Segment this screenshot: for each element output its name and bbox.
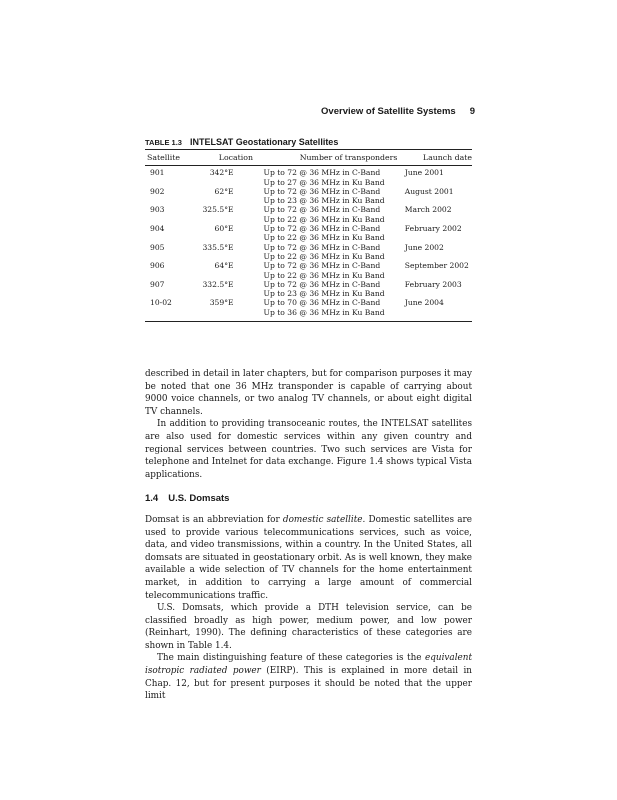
table-row	[145, 224, 472, 243]
page-number: 9	[469, 106, 475, 117]
table-row	[145, 187, 472, 206]
cell-satellite: 907	[150, 279, 165, 289]
cell-launch-date: June 2001	[404, 168, 444, 178]
cell-launch-date: February 2003	[404, 279, 462, 289]
cell-transponders	[260, 280, 403, 299]
transponder-ku-band: Up to 22 @ 36 MHz in Ku Band	[263, 214, 385, 224]
paragraph: described in detail in later chapters, but for comparison purposes it may be noted that one 36 MHz transponder is capable of carrying about 9000 voice channels, or two analog TV channels, or about eight digital TV channels.	[145, 369, 472, 417]
transponder-ku-band: Up to 23 @ 36 MHz in Ku Band	[263, 289, 385, 299]
body-text	[145, 368, 472, 703]
cell-launch-date: February 2002	[404, 224, 462, 234]
cell-launch-date: June 2002	[404, 242, 444, 252]
table-row	[145, 243, 472, 262]
paragraph: U.S. Domsats, which provide a DTH television service, can be classified broadly as high power, medium power, and low power (Reinhart, 1990). The defining characteristics of these categories are shown in Table 1.4.	[145, 603, 472, 651]
cell-satellite: 903	[150, 205, 165, 215]
transponder-ku-band: Up to 23 @ 36 MHz in Ku Band	[263, 196, 385, 206]
transponder-c-band: Up to 72 @ 36 MHz in C-Band	[263, 205, 381, 215]
cell-satellite: 901	[150, 168, 165, 178]
cell-location: 332.5°E	[202, 279, 234, 289]
cell-location: 62°E	[214, 186, 234, 196]
cell-launch-date: June 2004	[404, 298, 444, 308]
paragraph: In addition to providing transoceanic routes, the INTELSAT satellites are also used for domestic services within any given country and regional services between countries. Two such services are Vista for telephone and Intelnet for data exchange. Figure 1.4 shows typical Vista applications.	[145, 419, 472, 480]
cell-location: 325.5°E	[202, 205, 234, 215]
table-number: TABLE 1.3	[145, 138, 182, 147]
transponder-c-band: Up to 72 @ 36 MHz in C-Band	[263, 279, 381, 289]
table-bottom-rule	[145, 321, 472, 322]
table-title: INTELSAT Geostationary Satellites	[189, 137, 339, 147]
cell-satellite: 902	[150, 186, 165, 196]
cell-launch-date: March 2002	[404, 205, 452, 215]
table-body	[145, 166, 472, 321]
transponder-ku-band: Up to 22 @ 36 MHz in Ku Band	[263, 270, 385, 280]
emphasized-term: equivalent isotropic radiated power	[145, 653, 472, 677]
paragraph-text: Domsat is an abbreviation for	[145, 514, 283, 525]
paragraph-text: The main distinguishing feature of these categories is the	[157, 653, 425, 664]
transponder-ku-band: Up to 27 @ 36 MHz in Ku Band	[263, 177, 385, 187]
cell-satellite: 906	[150, 261, 165, 271]
cell-location: 342°E	[209, 168, 234, 178]
transponder-c-band: Up to 72 @ 36 MHz in C-Band	[263, 186, 381, 196]
cell-transponders	[260, 187, 403, 206]
table-row	[145, 168, 472, 187]
transponder-c-band: Up to 72 @ 36 MHz in C-Band	[263, 168, 381, 178]
cell-location: 359°E	[209, 298, 234, 308]
transponder-c-band: Up to 72 @ 36 MHz in C-Band	[263, 224, 381, 234]
cell-satellite: 10-02	[150, 298, 172, 308]
running-header	[145, 106, 475, 117]
table-row	[145, 280, 472, 299]
satellite-table	[145, 149, 472, 322]
paragraph-text: Domestic satellites are used to provide various telecommunications services, such as voice, data, and video transmissions, within a country. In the United States, all domsats are situated in geostationary orbit. As is well known, they make available a wide selection of TV channels for the home entertainment market, in addition to carrying a large amount of commercial telecommunications traffic.	[145, 514, 472, 601]
cell-satellite: 904	[150, 224, 165, 234]
cell-transponders	[260, 243, 403, 262]
cell-transponders	[260, 168, 403, 187]
transponder-ku-band: Up to 36 @ 36 MHz in Ku Band	[263, 307, 385, 317]
section-number: 1.4	[145, 493, 159, 505]
cell-transponders	[260, 261, 403, 280]
col-header-location: Location	[218, 153, 254, 162]
paragraph	[145, 514, 472, 602]
transponder-c-band: Up to 72 @ 36 MHz in C-Band	[263, 242, 381, 252]
transponder-ku-band: Up to 22 @ 36 MHz in Ku Band	[263, 251, 385, 261]
running-header-title: Overview of Satellite Systems	[321, 106, 456, 117]
col-header-satellite: Satellite	[147, 153, 180, 162]
table-header-row	[145, 150, 472, 165]
col-header-launch-date: Launch date	[422, 153, 473, 162]
section-heading	[145, 493, 472, 506]
section-title: U.S. Domsats	[168, 493, 230, 505]
table-caption	[145, 137, 338, 147]
table-row	[145, 205, 472, 224]
cell-transponders	[260, 205, 403, 224]
cell-location: 64°E	[214, 261, 234, 271]
cell-location: 335.5°E	[202, 242, 234, 252]
cell-transponders	[260, 298, 403, 317]
cell-location: 60°E	[214, 224, 234, 234]
transponder-c-band: Up to 72 @ 36 MHz in C-Band	[263, 261, 381, 271]
cell-transponders	[260, 224, 403, 243]
col-header-transponders: Number of transponders	[299, 153, 398, 162]
emphasized-term: domestic satellite.	[282, 514, 366, 525]
table-row	[145, 261, 472, 280]
cell-satellite: 905	[150, 242, 165, 252]
table-row	[145, 298, 472, 317]
transponder-ku-band: Up to 22 @ 36 MHz in Ku Band	[263, 233, 385, 243]
transponder-c-band: Up to 70 @ 36 MHz in C-Band	[263, 298, 381, 308]
cell-launch-date: September 2002	[404, 261, 469, 271]
paragraph-text: (EIRP). This is explained in more detail in Chap. 12, but for present purposes it should be noted that the upper limit	[145, 666, 472, 702]
paragraph	[145, 652, 472, 702]
cell-launch-date: August 2001	[404, 186, 454, 196]
